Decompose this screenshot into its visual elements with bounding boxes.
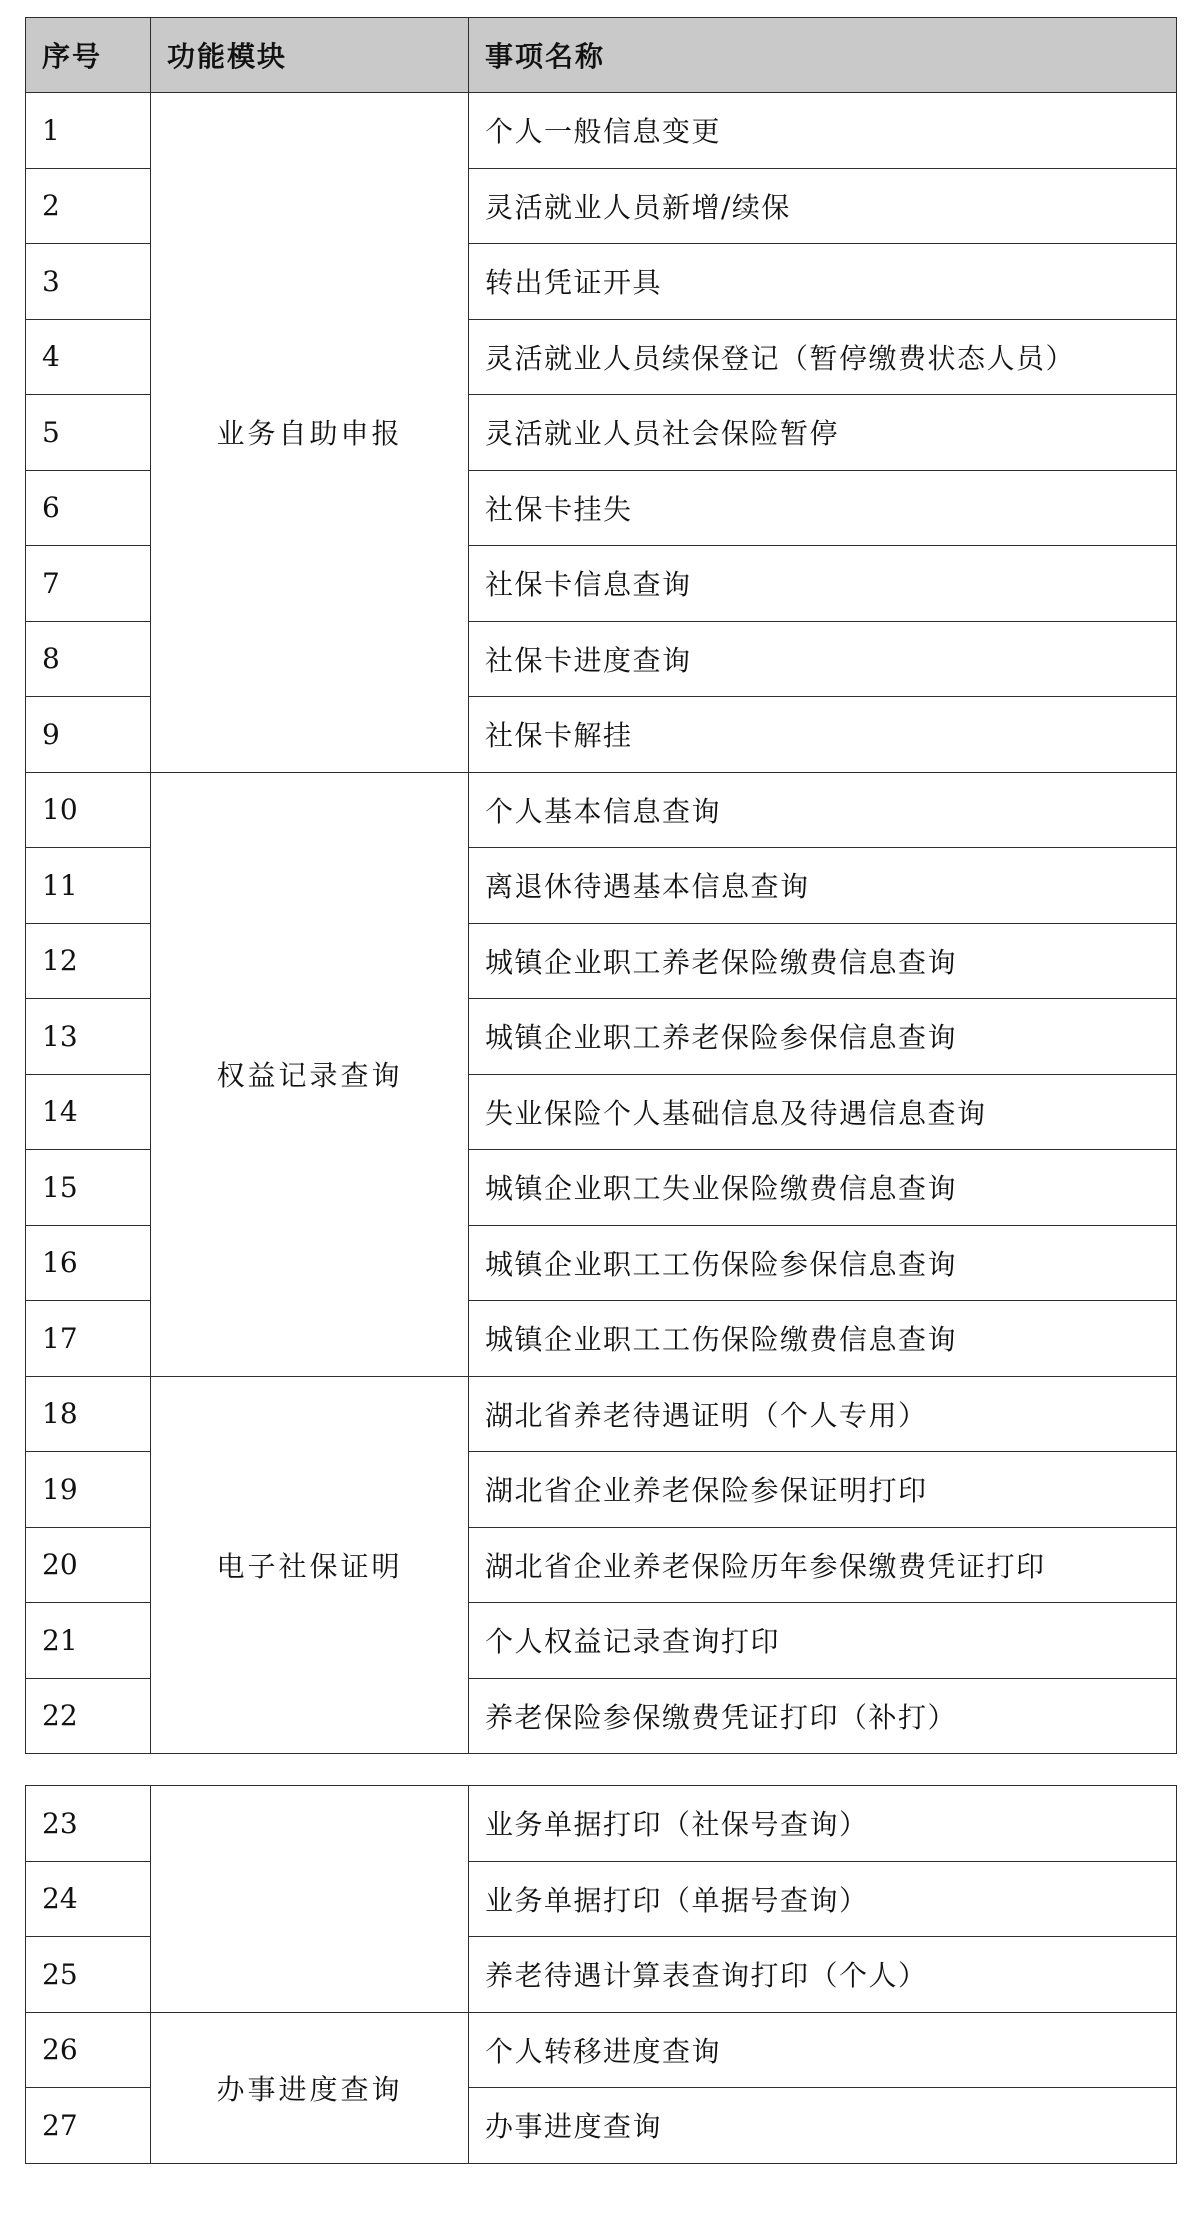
item-name: 离退休待遇基本信息查询 [469,848,1177,924]
item-name: 个人权益记录查询打印 [469,1603,1177,1679]
row-number: 8 [26,621,151,697]
row-number: 1 [26,93,151,169]
row-number: 6 [26,470,151,546]
item-name: 个人一般信息变更 [469,93,1177,169]
table-row [26,2012,1177,2088]
item-name: 办事进度查询 [469,2088,1177,2164]
services-table [25,17,1177,1754]
item-name: 城镇企业职工养老保险参保信息查询 [469,999,1177,1075]
item-name: 社保卡进度查询 [469,621,1177,697]
item-name: 转出凭证开具 [469,244,1177,320]
item-name: 养老保险参保缴费凭证打印（补打） [469,1678,1177,1754]
item-name: 养老待遇计算表查询打印（个人） [469,1937,1177,2013]
module-cell: 权益记录查询 [151,772,469,1376]
item-name: 灵活就业人员续保登记（暂停缴费状态人员） [469,319,1177,395]
item-name: 灵活就业人员社会保险暂停 [469,395,1177,471]
row-number: 25 [26,1937,151,2013]
item-name: 失业保险个人基础信息及待遇信息查询 [469,1074,1177,1150]
item-name: 社保卡信息查询 [469,546,1177,622]
row-number: 18 [26,1376,151,1452]
item-name: 个人转移进度查询 [469,2012,1177,2088]
item-name: 社保卡解挂 [469,697,1177,773]
row-number: 15 [26,1150,151,1226]
item-name: 个人基本信息查询 [469,772,1177,848]
item-name: 城镇企业职工工伤保险参保信息查询 [469,1225,1177,1301]
row-number: 13 [26,999,151,1075]
item-name: 灵活就业人员新增/续保 [469,168,1177,244]
module-cell: 办事进度查询 [151,2012,469,2163]
item-name: 社保卡挂失 [469,470,1177,546]
table-row [26,1786,1177,1862]
table-row [26,772,1177,848]
table-row [26,1376,1177,1452]
row-number: 5 [26,395,151,471]
item-name: 城镇企业职工养老保险缴费信息查询 [469,923,1177,999]
row-number: 16 [26,1225,151,1301]
item-name: 城镇企业职工工伤保险缴费信息查询 [469,1301,1177,1377]
header-serial-number: 序号 [26,18,151,93]
header-row [26,18,1177,93]
module-cell: 业务自助申报 [151,93,469,773]
row-number: 20 [26,1527,151,1603]
table-row [26,93,1177,169]
item-name: 湖北省企业养老保险参保证明打印 [469,1452,1177,1528]
row-number: 10 [26,772,151,848]
item-name: 城镇企业职工失业保险缴费信息查询 [469,1150,1177,1226]
item-name: 业务单据打印（社保号查询） [469,1786,1177,1862]
row-number: 3 [26,244,151,320]
item-name: 业务单据打印（单据号查询） [469,1861,1177,1937]
row-number: 7 [26,546,151,622]
row-number: 12 [26,923,151,999]
row-number: 9 [26,697,151,773]
module-cell: 电子社保证明 [151,1376,469,1754]
row-number: 21 [26,1603,151,1679]
services-table-continued [25,1785,1177,2164]
module-cell-empty [151,1786,469,2013]
item-name: 湖北省企业养老保险历年参保缴费凭证打印 [469,1527,1177,1603]
row-number: 17 [26,1301,151,1377]
row-number: 22 [26,1678,151,1754]
row-number: 4 [26,319,151,395]
row-number: 27 [26,2088,151,2164]
row-number: 26 [26,2012,151,2088]
header-function-module: 功能模块 [151,18,469,93]
row-number: 2 [26,168,151,244]
item-name: 湖北省养老待遇证明（个人专用） [469,1376,1177,1452]
row-number: 24 [26,1861,151,1937]
row-number: 19 [26,1452,151,1528]
row-number: 11 [26,848,151,924]
row-number: 23 [26,1786,151,1862]
row-number: 14 [26,1074,151,1150]
header-item-name: 事项名称 [469,18,1177,93]
